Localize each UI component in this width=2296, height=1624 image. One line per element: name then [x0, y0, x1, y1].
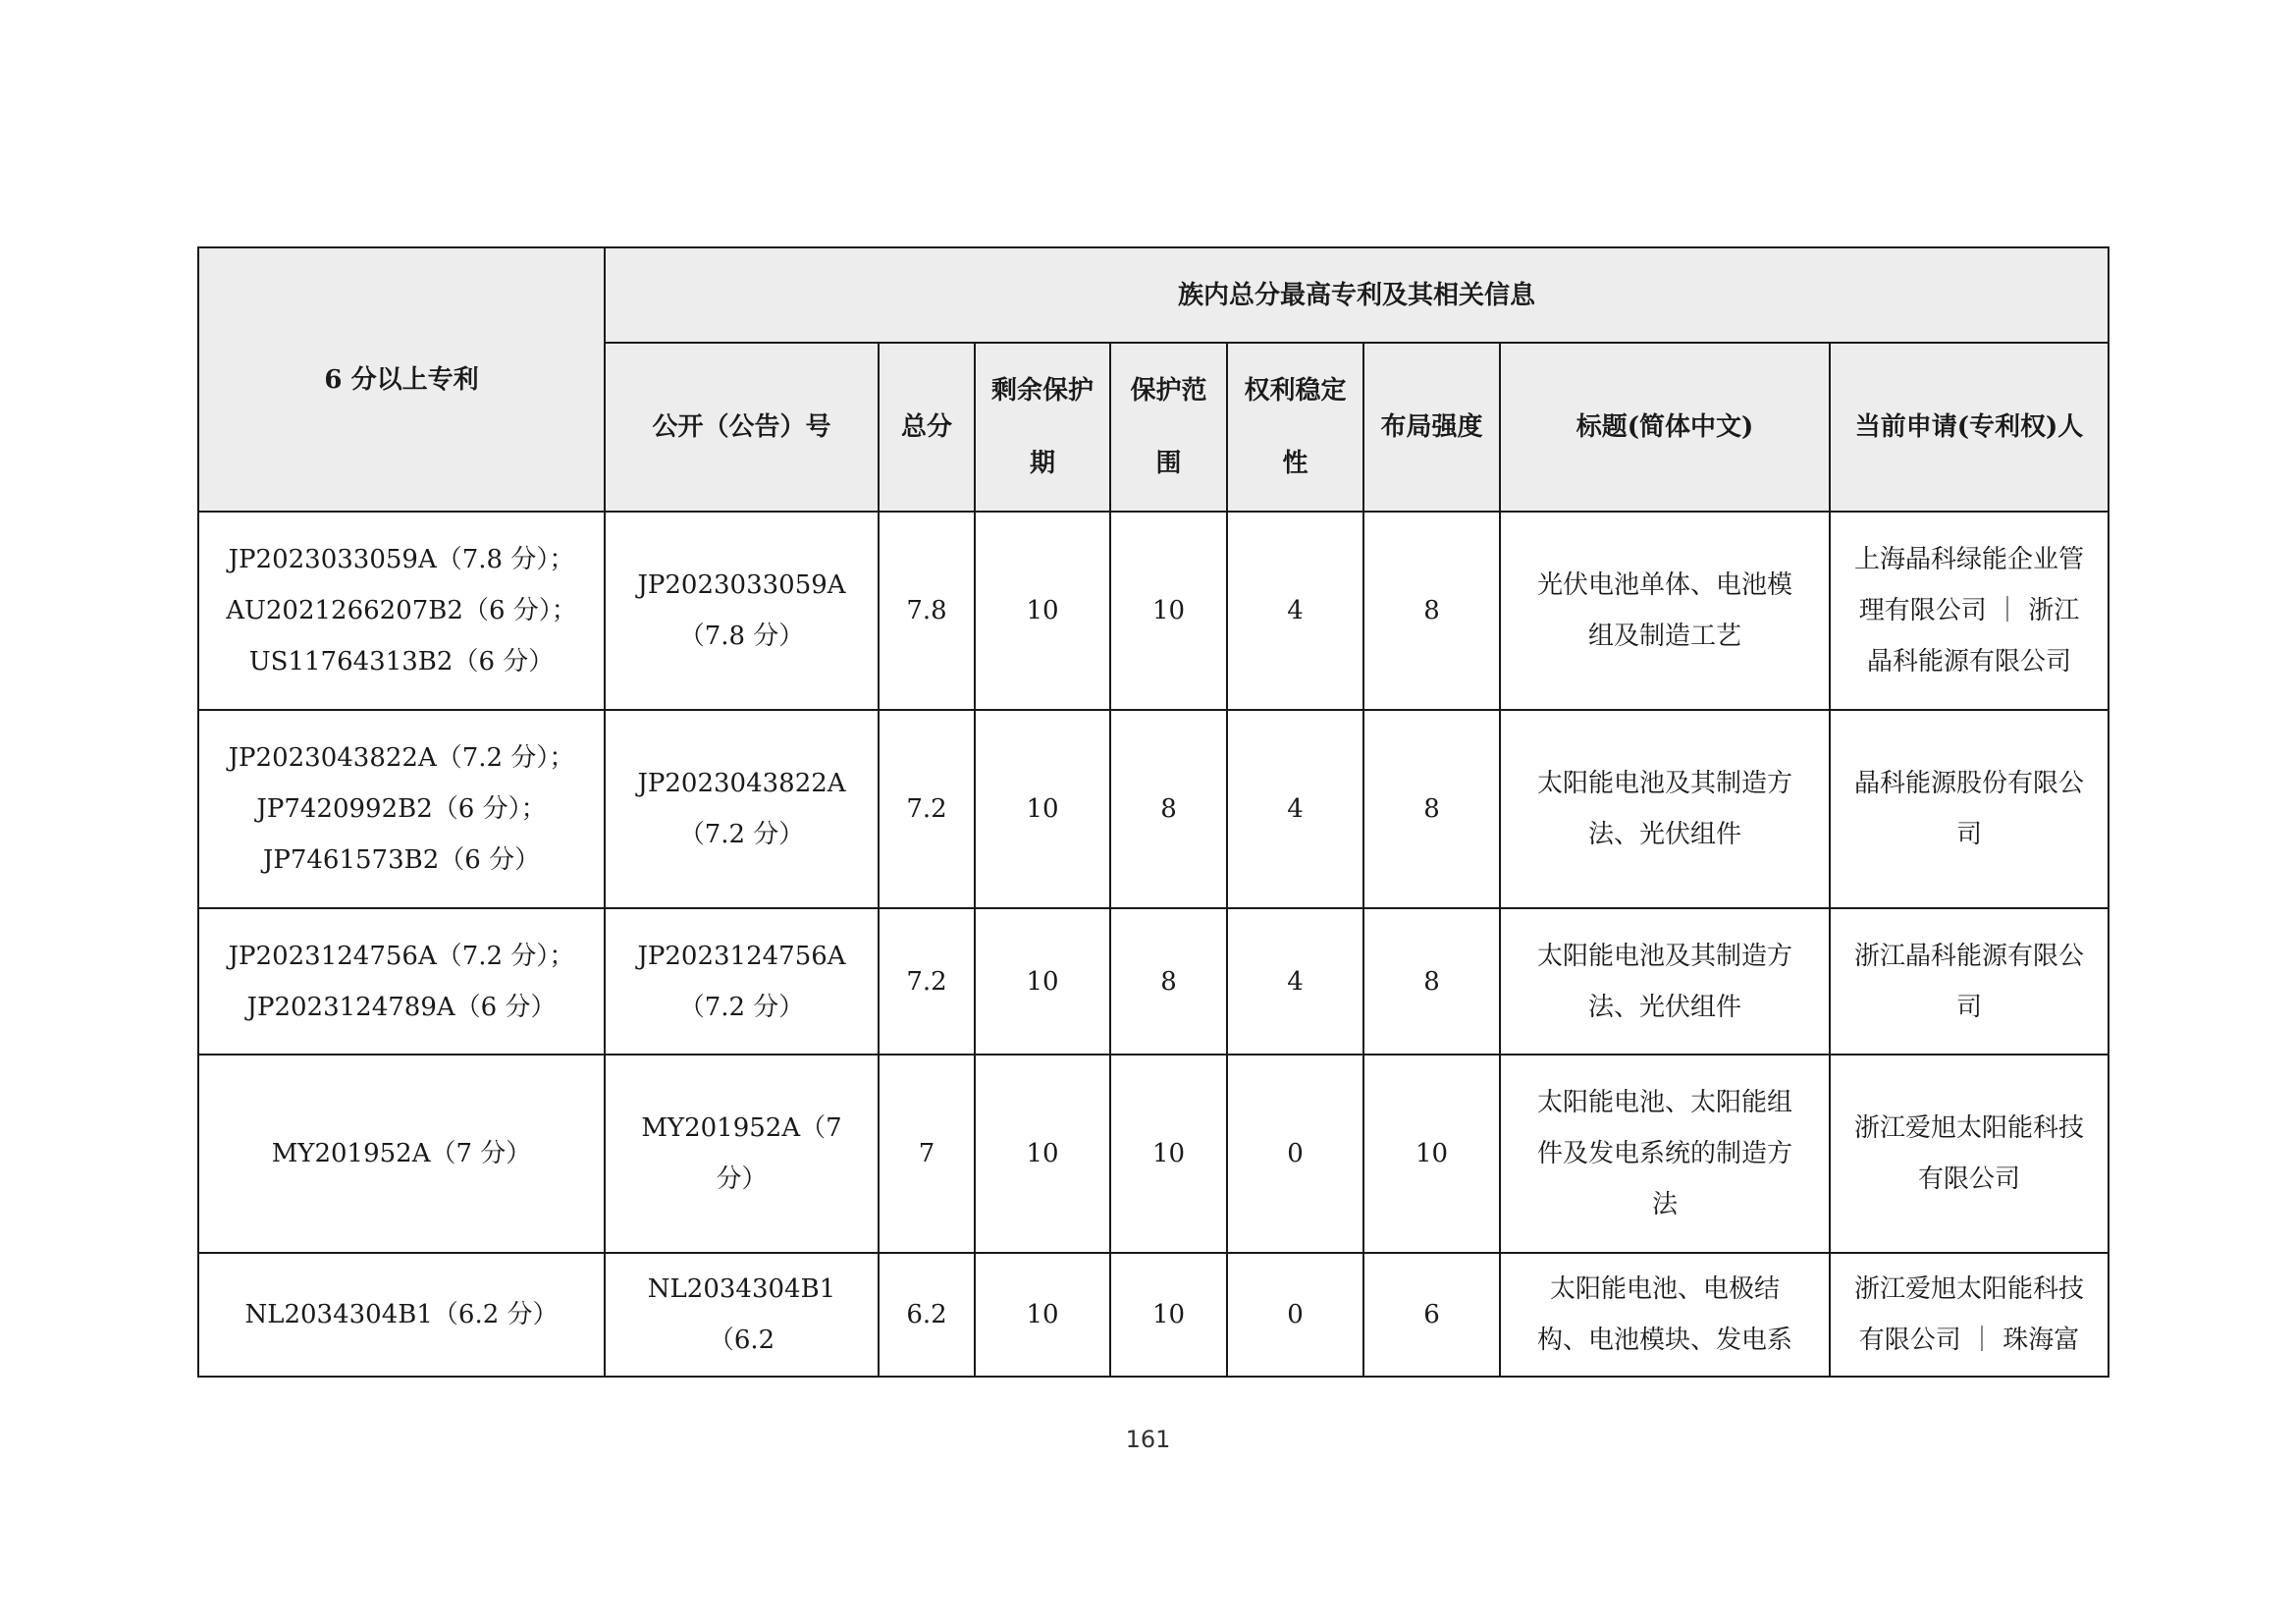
cell-line: 太阳能电池及其制造方	[1536, 769, 1792, 798]
patent-table	[197, 246, 2109, 1378]
header-title	[1500, 343, 1830, 512]
cell-line: JP2023124756A	[637, 941, 846, 971]
cell-line: 总分	[900, 412, 952, 442]
cell-line: 当前申请(专利权)人	[1854, 412, 2084, 442]
cell-line: 浙江爱旭太阳能科技	[1854, 1113, 2085, 1143]
cell-remaining-term: 10	[975, 512, 1110, 710]
cell-pub-number	[605, 512, 879, 710]
cell-total-score: 7.8	[879, 512, 975, 710]
cell-line: 公开（公告）号	[652, 412, 831, 442]
cell-line: 分）	[716, 1164, 768, 1194]
cell-protection-scope: 10	[1110, 1253, 1227, 1377]
cell-line: 标题(简体中文)	[1575, 412, 1754, 442]
table-row	[198, 1055, 2109, 1253]
cell-line: JP2023124789A（6 分）	[246, 992, 557, 1022]
cell-line: 浙江晶科能源有限公	[1854, 941, 2085, 971]
header-remaining-term	[975, 343, 1110, 512]
cell-remaining-term: 10	[975, 908, 1110, 1055]
cell-line: 范围	[1155, 376, 1207, 478]
cell-right-stability: 0	[1227, 1253, 1363, 1377]
cell-line: 太阳能电池、太阳能组	[1536, 1088, 1792, 1117]
cell-protection-scope: 10	[1110, 512, 1227, 710]
cell-layout-strength: 8	[1363, 908, 1500, 1055]
table-row	[198, 908, 2109, 1055]
cell-line: JP7420992B2（6 分）；	[256, 794, 547, 824]
cell-title	[1500, 1253, 1830, 1377]
cell-line: 浙江爱旭太阳能科技	[1854, 1274, 2085, 1304]
cell-family-patents	[198, 1253, 605, 1377]
cell-line: JP2023043822A（7.2 分）；	[228, 743, 575, 773]
header-total-score	[879, 343, 975, 512]
cell-right-stability: 4	[1227, 908, 1363, 1055]
cell-line: 稳定性	[1282, 376, 1347, 478]
cell-line: NL2034304B1（6.2	[647, 1274, 836, 1355]
cell-line: JP2023033059A（7.8 分）；	[228, 545, 575, 574]
table-row	[198, 512, 2109, 710]
cell-line: 晶科能源有限公司	[1867, 647, 2072, 677]
cell-protection-scope: 8	[1110, 710, 1227, 908]
cell-title	[1500, 710, 1830, 908]
cell-line: 剩余	[990, 376, 1042, 406]
cell-total-score: 7	[879, 1055, 975, 1253]
cell-line: 光伏电池单体、电池模	[1536, 570, 1792, 600]
header-protection-scope	[1110, 343, 1227, 512]
cell-remaining-term: 10	[975, 1253, 1110, 1377]
cell-applicant	[1830, 512, 2109, 710]
cell-family-patents	[198, 710, 605, 908]
cell-line: JP2023043822A	[637, 769, 846, 798]
cell-layout-strength: 8	[1363, 710, 1500, 908]
cell-title	[1500, 908, 1830, 1055]
cell-line: 强度	[1431, 412, 1483, 442]
cell-layout-strength: 10	[1363, 1055, 1500, 1253]
cell-protection-scope: 8	[1110, 908, 1227, 1055]
cell-line: 布局	[1380, 412, 1432, 442]
header-family-best-info: 族内总分最高专利及其相关信息	[605, 247, 2109, 343]
cell-line: （7.2 分）	[678, 820, 805, 849]
header-pub-number	[605, 343, 879, 512]
cell-right-stability: 4	[1227, 710, 1363, 908]
cell-remaining-term: 10	[975, 1055, 1110, 1253]
cell-line: （7.2 分）	[678, 992, 805, 1022]
header-layout-strength	[1363, 343, 1500, 512]
header-applicant	[1830, 343, 2109, 512]
cell-line: AU2021266207B2（6 分）；	[226, 596, 577, 625]
cell-title	[1500, 512, 1830, 710]
cell-line: 晶科能源股份有限公	[1854, 769, 2085, 798]
cell-line: 法、光伏组件	[1587, 820, 1741, 849]
cell-applicant	[1830, 1253, 2109, 1377]
cell-layout-strength: 8	[1363, 512, 1500, 710]
header-high-score-patents: 6 分以上专利	[198, 247, 605, 512]
cell-line: （7.8 分）	[678, 622, 805, 651]
cell-applicant	[1830, 710, 2109, 908]
cell-line: JP2023033059A	[637, 570, 846, 600]
table-row	[198, 1253, 2109, 1377]
cell-pub-number	[605, 710, 879, 908]
cell-line: 太阳能电池、电极结	[1549, 1274, 1780, 1304]
table-row	[198, 710, 2109, 908]
cell-line: 权利	[1244, 376, 1296, 406]
header-right-stability	[1227, 343, 1363, 512]
cell-applicant	[1830, 908, 2109, 1055]
page-number: 161	[1125, 1426, 1171, 1453]
cell-right-stability: 4	[1227, 512, 1363, 710]
cell-line: 有限公司	[1918, 1164, 2021, 1194]
cell-line: 保护	[1130, 376, 1182, 406]
cell-line: US11764313B2（6 分）	[248, 647, 555, 677]
cell-line: JP2023124756A（7.2 分）；	[228, 941, 575, 971]
cell-applicant	[1830, 1055, 2109, 1253]
cell-line: 件及发电系统的制造方	[1536, 1139, 1792, 1168]
cell-family-patents	[198, 512, 605, 710]
cell-line: 保护期	[1029, 376, 1095, 478]
cell-total-score: 6.2	[879, 1253, 975, 1377]
cell-line: 有限公司 ｜ 珠海富	[1858, 1326, 2080, 1355]
cell-family-patents	[198, 1055, 605, 1253]
cell-total-score: 7.2	[879, 908, 975, 1055]
cell-title	[1500, 1055, 1830, 1253]
cell-line: 构、电池模块、发电系	[1536, 1326, 1792, 1355]
cell-line: 理有限公司 ｜ 浙江	[1858, 596, 2080, 625]
cell-protection-scope: 10	[1110, 1055, 1227, 1253]
cell-line: JP7461573B2（6 分）	[262, 845, 541, 875]
cell-line: MY201952A（7 分）	[271, 1139, 532, 1168]
cell-line: 司	[1956, 820, 1983, 849]
cell-remaining-term: 10	[975, 710, 1110, 908]
cell-pub-number	[605, 1253, 879, 1377]
cell-line: NL2034304B1（6.2 分）	[244, 1300, 559, 1329]
cell-pub-number	[605, 1055, 879, 1253]
cell-line: 司	[1956, 992, 1983, 1022]
cell-line: 上海晶科绿能企业管	[1854, 545, 2085, 574]
cell-line: 太阳能电池及其制造方	[1536, 941, 1792, 971]
cell-line: MY201952A（7	[641, 1113, 842, 1143]
cell-line: 组及制造工艺	[1587, 622, 1741, 651]
cell-family-patents	[198, 908, 605, 1055]
cell-total-score: 7.2	[879, 710, 975, 908]
cell-layout-strength: 6	[1363, 1253, 1500, 1377]
cell-pub-number	[605, 908, 879, 1055]
cell-right-stability: 0	[1227, 1055, 1363, 1253]
cell-line: 法	[1651, 1190, 1678, 1219]
cell-line: 法、光伏组件	[1587, 992, 1741, 1022]
